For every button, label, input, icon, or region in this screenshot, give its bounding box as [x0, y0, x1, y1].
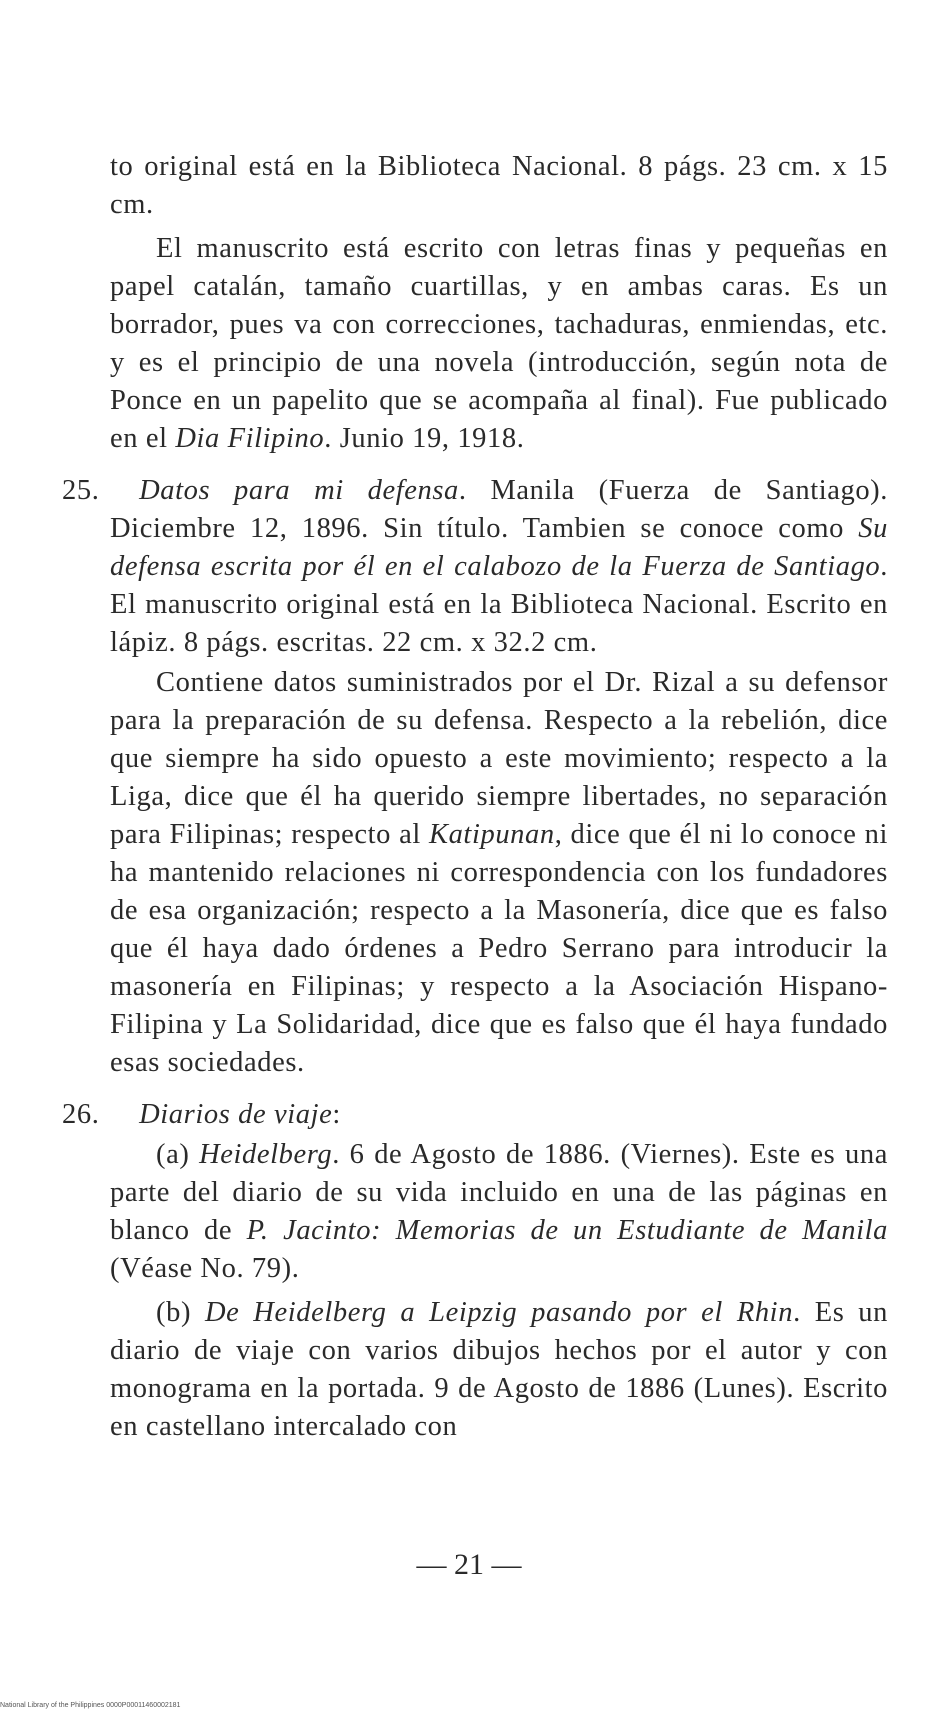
text-run: : — [332, 1099, 341, 1130]
text-run: , dice que él ni lo conoce ni ha mantenido relaciones ni correspondencia con los fundadores de esa organización; respecto a la Masonería, dice que es falso que él haya dado órdenes a Pedro Serrano para introducir la masonería en Filipinas; y respecto a la Asociación Hispano-Filipina y La Solidaridad, dice que es falso que él haya fundado esas sociedades. — [110, 819, 888, 1078]
italic-title: Dia Filipino — [175, 423, 325, 454]
paragraph — [110, 1294, 888, 1446]
italic-title: Datos para mi defensa — [139, 475, 459, 506]
italic-title: Su defensa escrita por él en el calabozo de la Fuerza de Santiago — [110, 513, 888, 582]
page-number: — 21 — — [416, 1548, 522, 1581]
footer-caption: National Library of the Philippines 0000P00011460002181 — [0, 1702, 181, 1709]
text-run: . Junio 19, 1918. — [324, 423, 525, 454]
text-run: (a) — [156, 1139, 200, 1170]
paragraph — [110, 230, 888, 458]
entry-number: 25. — [62, 475, 100, 506]
body-text — [62, 148, 889, 1446]
text-run: (Véase No. 79). — [110, 1253, 300, 1284]
italic-title: P. Jacinto: Memorias de un Estudiante de Manila — [246, 1215, 888, 1246]
text-run: to original está en la Biblioteca Nacional. 8 págs. 23 cm. x 15 cm. — [110, 151, 888, 220]
text-run: . 6 de Agosto de 1886. (Viernes). Este es una parte del diario de su vida incluido en una de las páginas en blanco de — [110, 1139, 888, 1246]
text-run: Contiene datos suministrados por el Dr. Rizal a su defensor para la preparación de su defensa. Respecto a la rebelión, dice que siempre ha sido opuesto a este movimiento; respecto a la Liga, dice que él ha querido siempre libertades, no separación para Filipinas; respecto al — [110, 667, 888, 850]
paragraph — [110, 1136, 888, 1288]
text-run: . Manila (Fuerza de Santiago). Diciembre 12, 1896. Sin título. Tambien se conoce como — [110, 475, 889, 544]
catalog-entry — [62, 1096, 888, 1134]
text-run: (b) — [156, 1297, 205, 1328]
paragraph — [110, 664, 888, 1082]
text-run: El manuscrito está escrito con letras finas y pequeñas en papel catalán, tamaño cuartillas, y en ambas caras. Es un borrador, pues va con correcciones, tachaduras, enmiendas, etc. y es el principio de una novela (introducción, según nota de Ponce en un papelito que se acompaña al final). Fue publicado en el — [110, 233, 888, 454]
italic-title: Diarios de viaje — [139, 1099, 333, 1130]
italic-title: De Heidelberg a Leipzig pasando por el Rhin — [204, 1297, 794, 1328]
text-run: . Es un diario de viaje con varios dibujos hechos por el autor y con monograma en la portada. 9 de Agosto de 1886 (Lunes). Escrito en castellano intercalado con — [110, 1297, 889, 1442]
entry-number: 26. — [62, 1099, 100, 1130]
text-run: . El manuscrito original está en la Biblioteca Nacional. Escrito en lápiz. 8 págs. escritas. 22 cm. x 32.2 cm. — [110, 551, 888, 658]
paragraph — [110, 148, 888, 224]
italic-title: Heidelberg — [199, 1139, 333, 1170]
catalog-entry — [62, 472, 889, 662]
italic-title: Katipunan — [428, 819, 555, 850]
